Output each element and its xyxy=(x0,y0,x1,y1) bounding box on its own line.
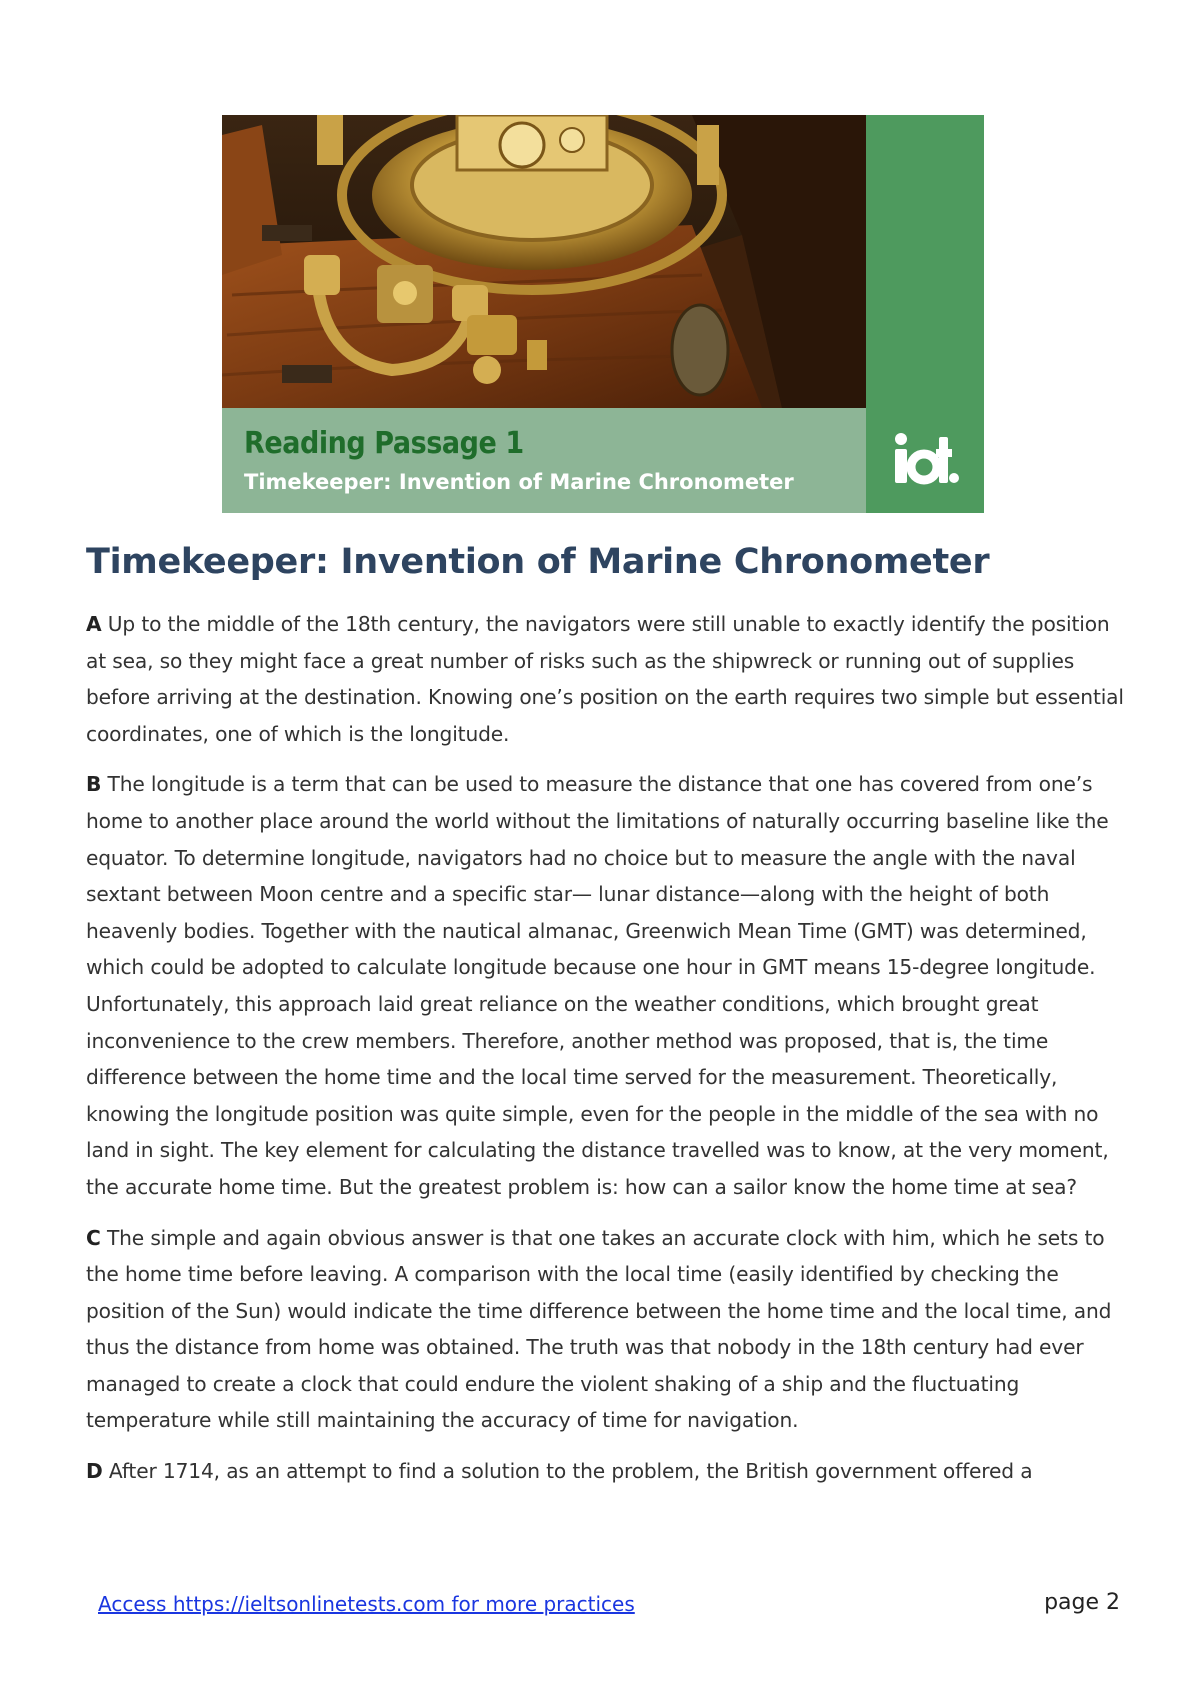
paragraph-letter: A xyxy=(86,612,102,636)
article-title: Timekeeper: Invention of Marine Chronometer xyxy=(86,542,990,582)
paragraph-b xyxy=(86,766,1126,1205)
page-number: page 2 xyxy=(1044,1590,1120,1615)
paragraph-text: The simple and again obvious answer is that one takes an accurate clock with him, which he sets to the home time before leaving. A comparison with the local time (easily identified by checking the position of the Sun) would indicate the time difference between the home time and the local time, and thus the distance from home was obtained. The truth was that nobody in the 18th century had ever managed to create a clock that could endure the violent shaking of a ship and the fluctuating temperature while still maintaining the accuracy of time for navigation. xyxy=(86,1225,1112,1433)
paragraph-text: Up to the middle of the 18th century, the navigators were still unable to exactly identify the position at sea, so they might face a great number of risks such as the shipwreck or running out of supplies before arriving at the destination. Knowing one’s position on the earth requires two simple but essential coordinates, one of which is the longitude. xyxy=(86,612,1124,746)
paragraph-d xyxy=(86,1453,1126,1490)
logo-panel xyxy=(866,115,984,513)
banner-title: Reading Passage 1 xyxy=(244,426,524,461)
banner-caption xyxy=(222,408,866,513)
paragraph-letter: C xyxy=(86,1225,101,1250)
paragraph-a xyxy=(86,606,1126,752)
paragraph-text: After 1714, as an attempt to find a solution to the problem, the British government offered a xyxy=(108,1459,1033,1484)
article-body xyxy=(86,606,1126,1504)
iot-logo-icon xyxy=(894,433,960,487)
header-banner xyxy=(222,115,984,513)
paragraph-c xyxy=(86,1220,1126,1440)
banner-subtitle: Timekeeper: Invention of Marine Chronometer xyxy=(244,470,794,494)
paragraph-text: The longitude is a term that can be used to measure the distance that one has covered from one’s home to another place around the world without the limitations of naturally occurring baseline like the equator. To determine longitude, navigators had no choice but to measure the angle with the naval sextant between Moon centre and a specific star— lunar distance—along with the height of both heavenly bodies. Together with the nautical almanac, Greenwich Mean Time (GMT) was determined, which could be adopted to calculate longitude because one hour in GMT means 15-degree longitude. Unfortunately, this approach laid great reliance on the weather conditions, which brought great inconvenience to the crew members. Therefore, another method was proposed, that is, the time difference between the home time and the local time served for the measurement. Theoretically, knowing the longitude position was quite simple, even for the people in the middle of the sea with no land in sight. The key element for calculating the distance travelled was to know, at the very moment, the accurate home time. But the greatest problem is: how can a sailor know the home time at sea? xyxy=(86,772,1109,1199)
paragraph-letter: B xyxy=(86,772,102,797)
paragraph-letter: D xyxy=(86,1459,103,1484)
practice-link[interactable]: Access https://ieltsonlinetests.com for more practices xyxy=(98,1592,635,1616)
marine-chronometer-photo xyxy=(222,115,866,408)
